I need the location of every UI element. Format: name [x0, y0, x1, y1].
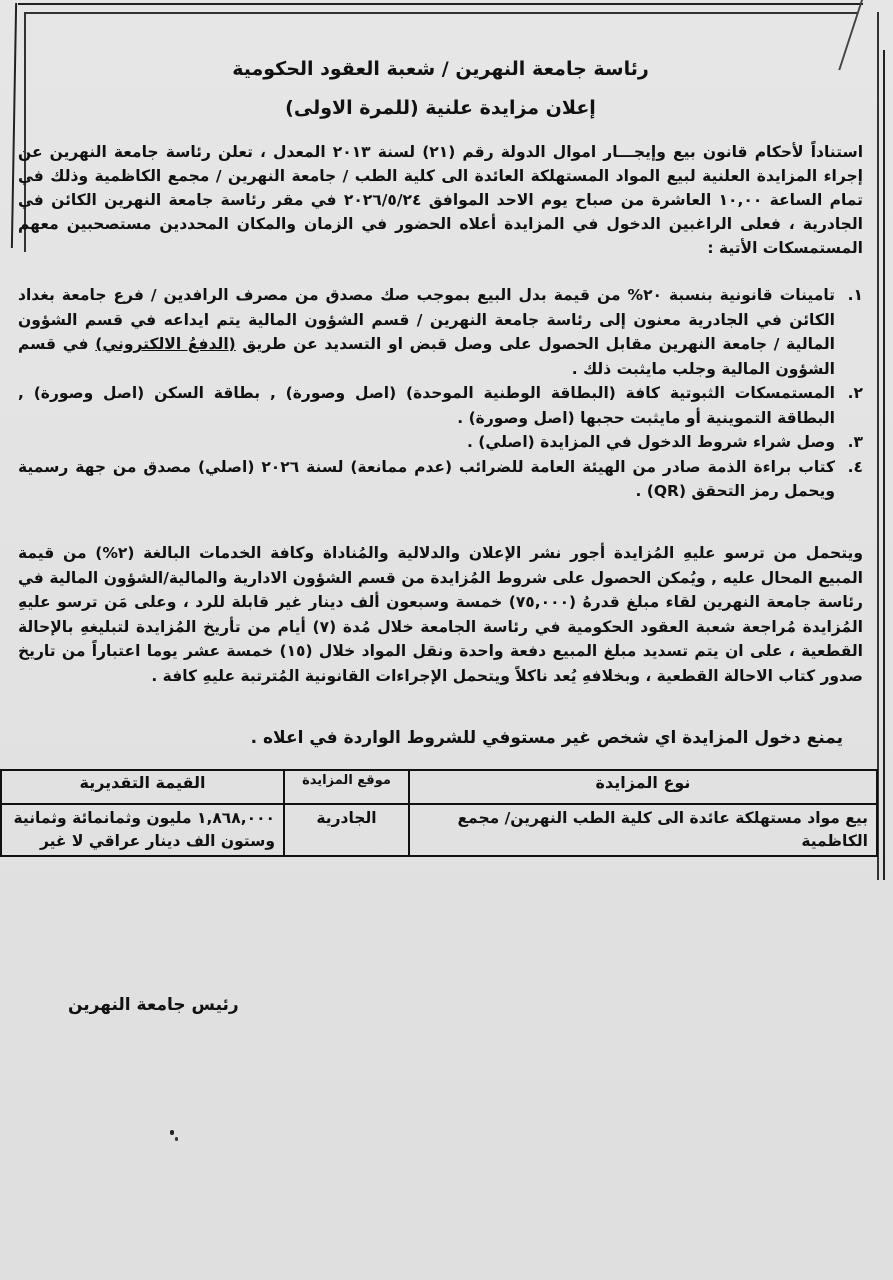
- item-number: ٣.: [847, 433, 863, 451]
- signature-title: رئيس جامعة النهرين: [68, 995, 239, 1015]
- border-line: [26, 12, 858, 14]
- requirements-list: [18, 283, 863, 504]
- list-item: [18, 283, 863, 381]
- item-underlined-text: (الدفعُ الالكتروني): [95, 335, 236, 353]
- header-value: القيمة التقديرية: [1, 770, 284, 804]
- ink-speck: [175, 1137, 178, 1141]
- item-text: تامينات قانونية بنسبة ٢٠% من قيمة بدل البيع بموجب صك مصدق من مصرف الرافدين / فرع جامعة بغداد الكائن في الجادرية معنون إلى رئاسة جامعة النهرين / قسم الشؤون المالية يتم ايداعه في قسم الشؤون المالية / جامعة النهرين مقابل الحصول على وصل قبض او التسديد عن طريق: [18, 286, 835, 353]
- terms-paragraph: ويتحمل من ترسو عليهِ المُزايدة أجور نشر الإعلان والدلالية والمُناداة وكافة الخدمات البالغة (٢%) من قيمة المبيع المحال عليه , ويُمكن الحصول على شروط المُزايدة من قسم الشؤون الادارية والمالية/الشؤون المالية في رئاسة جامعة النهرين لقاء مبلغ قدرهُ (٧٥,٠٠٠) خمسة وسبعون ألف دينار غير قابلة للرد ، وعلى مَن ترسو عليهِ المُزايدة مُراجعة شعبة العقود الحكومية في رئاسة الجامعة خلال مُدة (٧) أيام من تأريخ المُزايدة لتبليغهِ بالإحالة القطعية ، على ان يتم تسديد مبلغ المبيع دفعة واحدة ونقل المواد خلال (١٥) خمسة عشر يوما اعتباراً من تاريخ صدور كتاب الاحالة القطعية ، وبخلافهِ يُعد ناكلاً ويتحمل الإجراءات القانونية المُترتبة عليهِ كافة .: [18, 544, 863, 685]
- border-line: [877, 12, 879, 880]
- item-text: في قسم الشؤون المالية وجلب مايثبت ذلك .: [18, 335, 835, 378]
- intro-paragraph: استناداً لأحكام قانون بيع وإيجـــار اموال الدولة رقم (٢١) لسنة ٢٠١٣ المعدل ، تعلن رئاسة جامعة النهرين عن إجراء المزايدة العلنية لبيع المواد المستهلكة العائدة الى كلية الطب / جامعة النهرين / مجمع الكاظمية وذلك في تمام الساعة ١٠,٠٠ العاشرة من صباح يوم الاحد الموافق ٢٠٢٦/٥/٢٤ في مقر رئاسة جامعة النهرين الكائن في الجادرية ، فعلى الراغبين الدخول في المزايدة أعلاه الحضور في الزمان والمكان المحددين مستصحبين معهم المستمسكات الأتية :: [18, 143, 864, 257]
- item-text: كتاب براءة الذمة صادر من الهيئة العامة للضرائب (عدم ممانعة) لسنة ٢٠٢٦ (اصلي) مصدق من جهة رسمية ويحمل رمز التحقق (QR) .: [18, 457, 835, 500]
- header-line: رئاسة جامعة النهرين / شعبة العقود الحكومية: [232, 58, 649, 80]
- border-line: [18, 3, 863, 5]
- item-text: وصل شراء شروط الدخول في المزايدة (اصلي) .: [467, 433, 835, 451]
- list-item: [18, 455, 863, 504]
- header-location: موقع المزايدة: [284, 770, 409, 804]
- item-number: ٤.: [847, 457, 863, 476]
- item-text: المستمسكات الثبوتية كافة (البطاقة الوطنية الموحدة) (اصل وصورة) , بطاقة السكن (اصل وصورة) , البطاقة التموينية أو مايثبت حجبها (اصل وصورة) .: [18, 384, 835, 427]
- notice-line: يمنع دخول المزايدة اي شخص غير مستوفي للشروط الواردة في اعلاه .: [250, 728, 843, 748]
- table-row: [1, 804, 877, 856]
- auction-table: [0, 769, 878, 857]
- header-type: نوع المزايدة: [409, 770, 877, 804]
- cell-location: الجادرية: [284, 804, 409, 856]
- list-item: [18, 381, 863, 430]
- item-number: ١.: [847, 286, 863, 304]
- item-number: ٢.: [847, 384, 863, 402]
- ink-speck: [170, 1130, 174, 1135]
- table-header-row: [1, 770, 877, 804]
- cell-type: بيع مواد مستهلكة عائدة الى كلية الطب النهرين/ مجمع الكاظمية: [409, 804, 877, 856]
- border-line: [11, 3, 17, 248]
- border-line: [883, 50, 885, 880]
- cell-value: ١,٨٦٨,٠٠٠ مليون وثمانمائة وثمانية وستون الف دينار عراقي لا غير: [1, 804, 284, 856]
- document-title: إعلان مزايدة علنية (للمرة الاولى): [285, 97, 596, 119]
- list-item: [18, 430, 863, 455]
